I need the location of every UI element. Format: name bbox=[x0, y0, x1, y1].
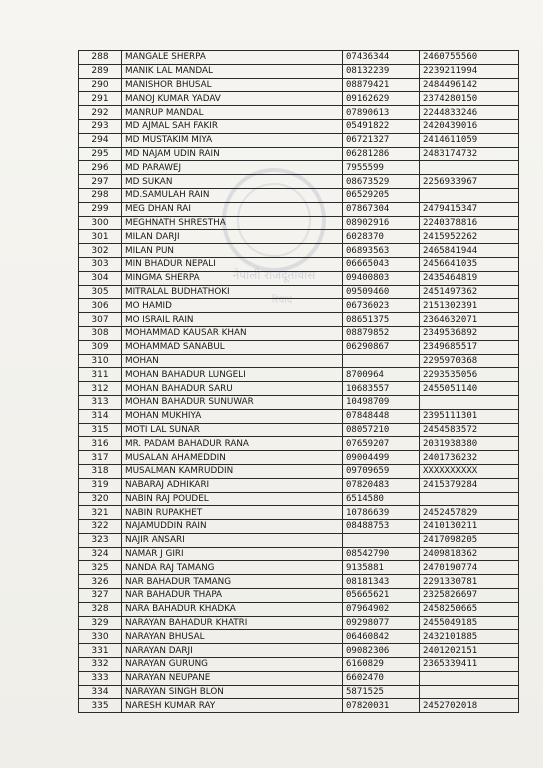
serial-number-cell: 331 bbox=[79, 644, 122, 658]
serial-number-cell: 297 bbox=[79, 175, 122, 189]
id-number-cell: 2451497362 bbox=[420, 285, 519, 299]
table-body bbox=[79, 51, 519, 713]
serial-number-cell: 310 bbox=[79, 354, 122, 368]
passport-number-cell: 6602470 bbox=[343, 671, 420, 685]
table-row bbox=[79, 464, 519, 478]
id-number-cell: 2295970368 bbox=[420, 354, 519, 368]
table-row bbox=[79, 451, 519, 465]
id-number-cell: 2414611059 bbox=[420, 133, 519, 147]
name-cell: MD SUKAN bbox=[122, 175, 343, 189]
passport-number-cell: 07848448 bbox=[343, 409, 420, 423]
serial-number-cell: 305 bbox=[79, 285, 122, 299]
serial-number-cell: 295 bbox=[79, 147, 122, 161]
serial-number-cell: 322 bbox=[79, 520, 122, 534]
table-row bbox=[79, 699, 519, 713]
id-number-cell: 2349536892 bbox=[420, 326, 519, 340]
serial-number-cell: 291 bbox=[79, 92, 122, 106]
serial-number-cell: 299 bbox=[79, 202, 122, 216]
table-row bbox=[79, 520, 519, 534]
table-row bbox=[79, 271, 519, 285]
name-cell: MIN BHADUR NEPALI bbox=[122, 257, 343, 271]
table-row bbox=[79, 506, 519, 520]
table-row bbox=[79, 616, 519, 630]
id-number-cell: 2240378816 bbox=[420, 216, 519, 230]
serial-number-cell: 306 bbox=[79, 299, 122, 313]
name-cell: MO HAMID bbox=[122, 299, 343, 313]
table-row bbox=[79, 340, 519, 354]
table-row bbox=[79, 685, 519, 699]
name-cell: MOHAN MUKHIYA bbox=[122, 409, 343, 423]
serial-number-cell: 288 bbox=[79, 51, 122, 65]
id-number-cell: 2417098205 bbox=[420, 533, 519, 547]
name-cell: NARAYAN BHUSAL bbox=[122, 630, 343, 644]
serial-number-cell: 290 bbox=[79, 78, 122, 92]
serial-number-cell: 316 bbox=[79, 437, 122, 451]
name-cell: NAMAR J GIRI bbox=[122, 547, 343, 561]
table-row bbox=[79, 78, 519, 92]
id-number-cell: 2325826697 bbox=[420, 589, 519, 603]
table-row bbox=[79, 175, 519, 189]
serial-number-cell: 328 bbox=[79, 602, 122, 616]
serial-number-cell: 320 bbox=[79, 492, 122, 506]
passport-number-cell: 10786639 bbox=[343, 506, 420, 520]
name-cell: NARAYAN DARJI bbox=[122, 644, 343, 658]
serial-number-cell: 308 bbox=[79, 326, 122, 340]
name-cell: MD NAJAM UDIN RAIN bbox=[122, 147, 343, 161]
id-number-cell: 2410130211 bbox=[420, 520, 519, 534]
name-cell: NABIN RUPAKHET bbox=[122, 506, 343, 520]
id-number-cell: 2364632071 bbox=[420, 313, 519, 327]
passport-number-cell: 07436344 bbox=[343, 51, 420, 65]
table-row bbox=[79, 630, 519, 644]
name-cell: NANDA RAJ TAMANG bbox=[122, 561, 343, 575]
name-cell: MD.SAMULAH RAIN bbox=[122, 188, 343, 202]
passport-number-cell: 08057210 bbox=[343, 423, 420, 437]
passport-number-cell: 06893563 bbox=[343, 244, 420, 258]
table-row bbox=[79, 326, 519, 340]
name-cell: NARAYAN GURUNG bbox=[122, 658, 343, 672]
id-number-cell bbox=[420, 395, 519, 409]
passport-number-cell: 06281286 bbox=[343, 147, 420, 161]
table-row bbox=[79, 202, 519, 216]
serial-number-cell: 333 bbox=[79, 671, 122, 685]
table-row bbox=[79, 133, 519, 147]
id-number-cell bbox=[420, 685, 519, 699]
id-number-cell: 2031938380 bbox=[420, 437, 519, 451]
serial-number-cell: 326 bbox=[79, 575, 122, 589]
id-number-cell: 2374280150 bbox=[420, 92, 519, 106]
table-row bbox=[79, 161, 519, 175]
name-list-table bbox=[78, 50, 519, 713]
passport-number-cell: 06665043 bbox=[343, 257, 420, 271]
serial-number-cell: 321 bbox=[79, 506, 122, 520]
id-number-cell: 2349685517 bbox=[420, 340, 519, 354]
id-number-cell: 2479415347 bbox=[420, 202, 519, 216]
passport-number-cell: 09004499 bbox=[343, 451, 420, 465]
seal-caption: नेपाली राजदूतावास bbox=[232, 268, 316, 282]
table-row bbox=[79, 658, 519, 672]
passport-number-cell: 09509460 bbox=[343, 285, 420, 299]
table-row bbox=[79, 285, 519, 299]
table-row bbox=[79, 188, 519, 202]
name-cell: NARA BAHADUR KHADKA bbox=[122, 602, 343, 616]
name-cell: NAR BAHADUR THAPA bbox=[122, 589, 343, 603]
name-cell: MUSALAN AHAMEDDIN bbox=[122, 451, 343, 465]
name-cell: MOTI LAL SUNAR bbox=[122, 423, 343, 437]
table-row bbox=[79, 368, 519, 382]
table-row bbox=[79, 230, 519, 244]
id-number-cell: 2483174732 bbox=[420, 147, 519, 161]
table-row bbox=[79, 106, 519, 120]
passport-number-cell: 09082306 bbox=[343, 644, 420, 658]
passport-number-cell: 06736023 bbox=[343, 299, 420, 313]
table-row bbox=[79, 92, 519, 106]
table-row bbox=[79, 547, 519, 561]
passport-number-cell: 09298077 bbox=[343, 616, 420, 630]
name-cell: MD PARAWEJ bbox=[122, 161, 343, 175]
name-cell: MOHAN BAHADUR SARU bbox=[122, 382, 343, 396]
table-row bbox=[79, 437, 519, 451]
serial-number-cell: 315 bbox=[79, 423, 122, 437]
table-row bbox=[79, 395, 519, 409]
name-cell: MOHAN bbox=[122, 354, 343, 368]
name-cell: NAJAMUDDIN RAIN bbox=[122, 520, 343, 534]
id-number-cell: 2151302391 bbox=[420, 299, 519, 313]
table-row bbox=[79, 64, 519, 78]
id-number-cell: 2365339411 bbox=[420, 658, 519, 672]
table-row bbox=[79, 575, 519, 589]
id-number-cell: XXXXXXXXXX bbox=[420, 464, 519, 478]
serial-number-cell: 334 bbox=[79, 685, 122, 699]
serial-number-cell: 309 bbox=[79, 340, 122, 354]
serial-number-cell: 313 bbox=[79, 395, 122, 409]
passport-number-cell: 07867304 bbox=[343, 202, 420, 216]
id-number-cell: 2432101885 bbox=[420, 630, 519, 644]
serial-number-cell: 301 bbox=[79, 230, 122, 244]
passport-number-cell: 05491822 bbox=[343, 119, 420, 133]
name-cell: MINGMA SHERPA bbox=[122, 271, 343, 285]
id-number-cell bbox=[420, 161, 519, 175]
passport-number-cell: 9135881 bbox=[343, 561, 420, 575]
passport-number-cell: 08902916 bbox=[343, 216, 420, 230]
serial-number-cell: 332 bbox=[79, 658, 122, 672]
id-number-cell: 2415952262 bbox=[420, 230, 519, 244]
passport-number-cell: 06529205 bbox=[343, 188, 420, 202]
serial-number-cell: 318 bbox=[79, 464, 122, 478]
serial-number-cell: 330 bbox=[79, 630, 122, 644]
passport-number-cell: 09709659 bbox=[343, 464, 420, 478]
id-number-cell: 2244833246 bbox=[420, 106, 519, 120]
serial-number-cell: 323 bbox=[79, 533, 122, 547]
name-cell: NAJIR ANSARI bbox=[122, 533, 343, 547]
serial-number-cell: 325 bbox=[79, 561, 122, 575]
seal-subcaption: रियाद bbox=[271, 295, 293, 306]
serial-number-cell: 300 bbox=[79, 216, 122, 230]
serial-number-cell: 327 bbox=[79, 589, 122, 603]
serial-number-cell: 292 bbox=[79, 106, 122, 120]
id-number-cell: 2435464819 bbox=[420, 271, 519, 285]
table-row bbox=[79, 561, 519, 575]
id-number-cell: 2395111301 bbox=[420, 409, 519, 423]
id-number-cell: 2455051140 bbox=[420, 382, 519, 396]
name-cell: MEG DHAN RAI bbox=[122, 202, 343, 216]
name-cell: NARAYAN NEUPANE bbox=[122, 671, 343, 685]
serial-number-cell: 294 bbox=[79, 133, 122, 147]
passport-number-cell: 6514580 bbox=[343, 492, 420, 506]
passport-number-cell: 09162629 bbox=[343, 92, 420, 106]
table-row bbox=[79, 382, 519, 396]
id-number-cell: 2458250665 bbox=[420, 602, 519, 616]
serial-number-cell: 324 bbox=[79, 547, 122, 561]
table-row bbox=[79, 409, 519, 423]
id-number-cell: 2484496142 bbox=[420, 78, 519, 92]
table-row bbox=[79, 299, 519, 313]
passport-number-cell: 7955599 bbox=[343, 161, 420, 175]
table-row bbox=[79, 644, 519, 658]
serial-number-cell: 311 bbox=[79, 368, 122, 382]
passport-number-cell: 5871525 bbox=[343, 685, 420, 699]
passport-number-cell: 07820031 bbox=[343, 699, 420, 713]
passport-number-cell: 08488753 bbox=[343, 520, 420, 534]
passport-number-cell: 08542790 bbox=[343, 547, 420, 561]
table-row bbox=[79, 354, 519, 368]
name-cell: MD AJMAL SAH FAKIR bbox=[122, 119, 343, 133]
id-number-cell: 2456641035 bbox=[420, 257, 519, 271]
passport-number-cell: 6028370 bbox=[343, 230, 420, 244]
table-row bbox=[79, 423, 519, 437]
table-row bbox=[79, 244, 519, 258]
passport-number-cell: 07659207 bbox=[343, 437, 420, 451]
table-row bbox=[79, 313, 519, 327]
passport-number-cell: 6160829 bbox=[343, 658, 420, 672]
id-number-cell: 2460755560 bbox=[420, 51, 519, 65]
name-cell: NARAYAN BAHADUR KHATRI bbox=[122, 616, 343, 630]
table-row bbox=[79, 671, 519, 685]
id-number-cell: 2293535056 bbox=[420, 368, 519, 382]
passport-number-cell: 08181343 bbox=[343, 575, 420, 589]
name-cell: MUSALMAN KAMRUDDIN bbox=[122, 464, 343, 478]
passport-number-cell: 10498709 bbox=[343, 395, 420, 409]
passport-number-cell bbox=[343, 533, 420, 547]
passport-number-cell: 06460842 bbox=[343, 630, 420, 644]
name-cell: NAR BAHADUR TAMANG bbox=[122, 575, 343, 589]
serial-number-cell: 298 bbox=[79, 188, 122, 202]
passport-number-cell: 09400803 bbox=[343, 271, 420, 285]
table-row bbox=[79, 478, 519, 492]
name-cell: MD MUSTAKIM MIYA bbox=[122, 133, 343, 147]
name-cell: MANISHOR BHUSAL bbox=[122, 78, 343, 92]
name-cell: NABIN RAJ POUDEL bbox=[122, 492, 343, 506]
table-row bbox=[79, 257, 519, 271]
id-number-cell bbox=[420, 492, 519, 506]
table-row bbox=[79, 119, 519, 133]
id-number-cell bbox=[420, 188, 519, 202]
id-number-cell: 2409818362 bbox=[420, 547, 519, 561]
id-number-cell: 2452702018 bbox=[420, 699, 519, 713]
name-cell: MITRALAL BUDHATHOKI bbox=[122, 285, 343, 299]
serial-number-cell: 319 bbox=[79, 478, 122, 492]
passport-number-cell: 06290867 bbox=[343, 340, 420, 354]
name-cell: MANIK LAL MANDAL bbox=[122, 64, 343, 78]
passport-number-cell bbox=[343, 354, 420, 368]
id-number-cell: 2452457829 bbox=[420, 506, 519, 520]
table-row bbox=[79, 492, 519, 506]
id-number-cell: 2256933967 bbox=[420, 175, 519, 189]
name-cell: MILAN DARJI bbox=[122, 230, 343, 244]
serial-number-cell: 296 bbox=[79, 161, 122, 175]
name-cell: NARAYAN SINGH BLON bbox=[122, 685, 343, 699]
name-cell: MANGALE SHERPA bbox=[122, 51, 343, 65]
passport-number-cell: 05665621 bbox=[343, 589, 420, 603]
passport-number-cell: 07820483 bbox=[343, 478, 420, 492]
name-cell: MILAN PUN bbox=[122, 244, 343, 258]
table-row bbox=[79, 147, 519, 161]
passport-number-cell: 8700964 bbox=[343, 368, 420, 382]
serial-number-cell: 329 bbox=[79, 616, 122, 630]
name-cell: MANOJ KUMAR YADAV bbox=[122, 92, 343, 106]
serial-number-cell: 335 bbox=[79, 699, 122, 713]
passport-number-cell: 07890613 bbox=[343, 106, 420, 120]
passport-number-cell: 08879852 bbox=[343, 326, 420, 340]
name-cell: NABARAJ ADHIKARI bbox=[122, 478, 343, 492]
serial-number-cell: 314 bbox=[79, 409, 122, 423]
id-number-cell: 2420439016 bbox=[420, 119, 519, 133]
passport-number-cell: 08132239 bbox=[343, 64, 420, 78]
passport-number-cell: 06721327 bbox=[343, 133, 420, 147]
id-number-cell: 2401736232 bbox=[420, 451, 519, 465]
table-row bbox=[79, 216, 519, 230]
name-cell: NARESH KUMAR RAY bbox=[122, 699, 343, 713]
id-number-cell: 2454583572 bbox=[420, 423, 519, 437]
serial-number-cell: 312 bbox=[79, 382, 122, 396]
serial-number-cell: 307 bbox=[79, 313, 122, 327]
table-row bbox=[79, 602, 519, 616]
serial-number-cell: 289 bbox=[79, 64, 122, 78]
serial-number-cell: 317 bbox=[79, 451, 122, 465]
name-cell: MO ISRAIL RAIN bbox=[122, 313, 343, 327]
name-cell: MANRUP MANDAL bbox=[122, 106, 343, 120]
id-number-cell: 2415379284 bbox=[420, 478, 519, 492]
passport-number-cell: 08673529 bbox=[343, 175, 420, 189]
serial-number-cell: 293 bbox=[79, 119, 122, 133]
passport-number-cell: 07964902 bbox=[343, 602, 420, 616]
passport-number-cell: 08651375 bbox=[343, 313, 420, 327]
passport-number-cell: 10683557 bbox=[343, 382, 420, 396]
table-row bbox=[79, 51, 519, 65]
table-row bbox=[79, 533, 519, 547]
id-number-cell bbox=[420, 671, 519, 685]
name-cell: MEGHNATH SHRESTHA bbox=[122, 216, 343, 230]
id-number-cell: 2465841944 bbox=[420, 244, 519, 258]
name-cell: MOHAN BAHADUR SUNUWAR bbox=[122, 395, 343, 409]
serial-number-cell: 303 bbox=[79, 257, 122, 271]
id-number-cell: 2291330781 bbox=[420, 575, 519, 589]
serial-number-cell: 302 bbox=[79, 244, 122, 258]
id-number-cell: 2239211994 bbox=[420, 64, 519, 78]
id-number-cell: 2470190774 bbox=[420, 561, 519, 575]
id-number-cell: 2455049185 bbox=[420, 616, 519, 630]
id-number-cell: 2401202151 bbox=[420, 644, 519, 658]
passport-number-cell: 08879421 bbox=[343, 78, 420, 92]
name-cell: MOHAN BAHADUR LUNGELI bbox=[122, 368, 343, 382]
serial-number-cell: 304 bbox=[79, 271, 122, 285]
name-cell: MOHAMMAD SANABUL bbox=[122, 340, 343, 354]
name-cell: MOHAMMAD KAUSAR KHAN bbox=[122, 326, 343, 340]
name-cell: MR. PADAM BAHADUR RANA bbox=[122, 437, 343, 451]
table-row bbox=[79, 589, 519, 603]
